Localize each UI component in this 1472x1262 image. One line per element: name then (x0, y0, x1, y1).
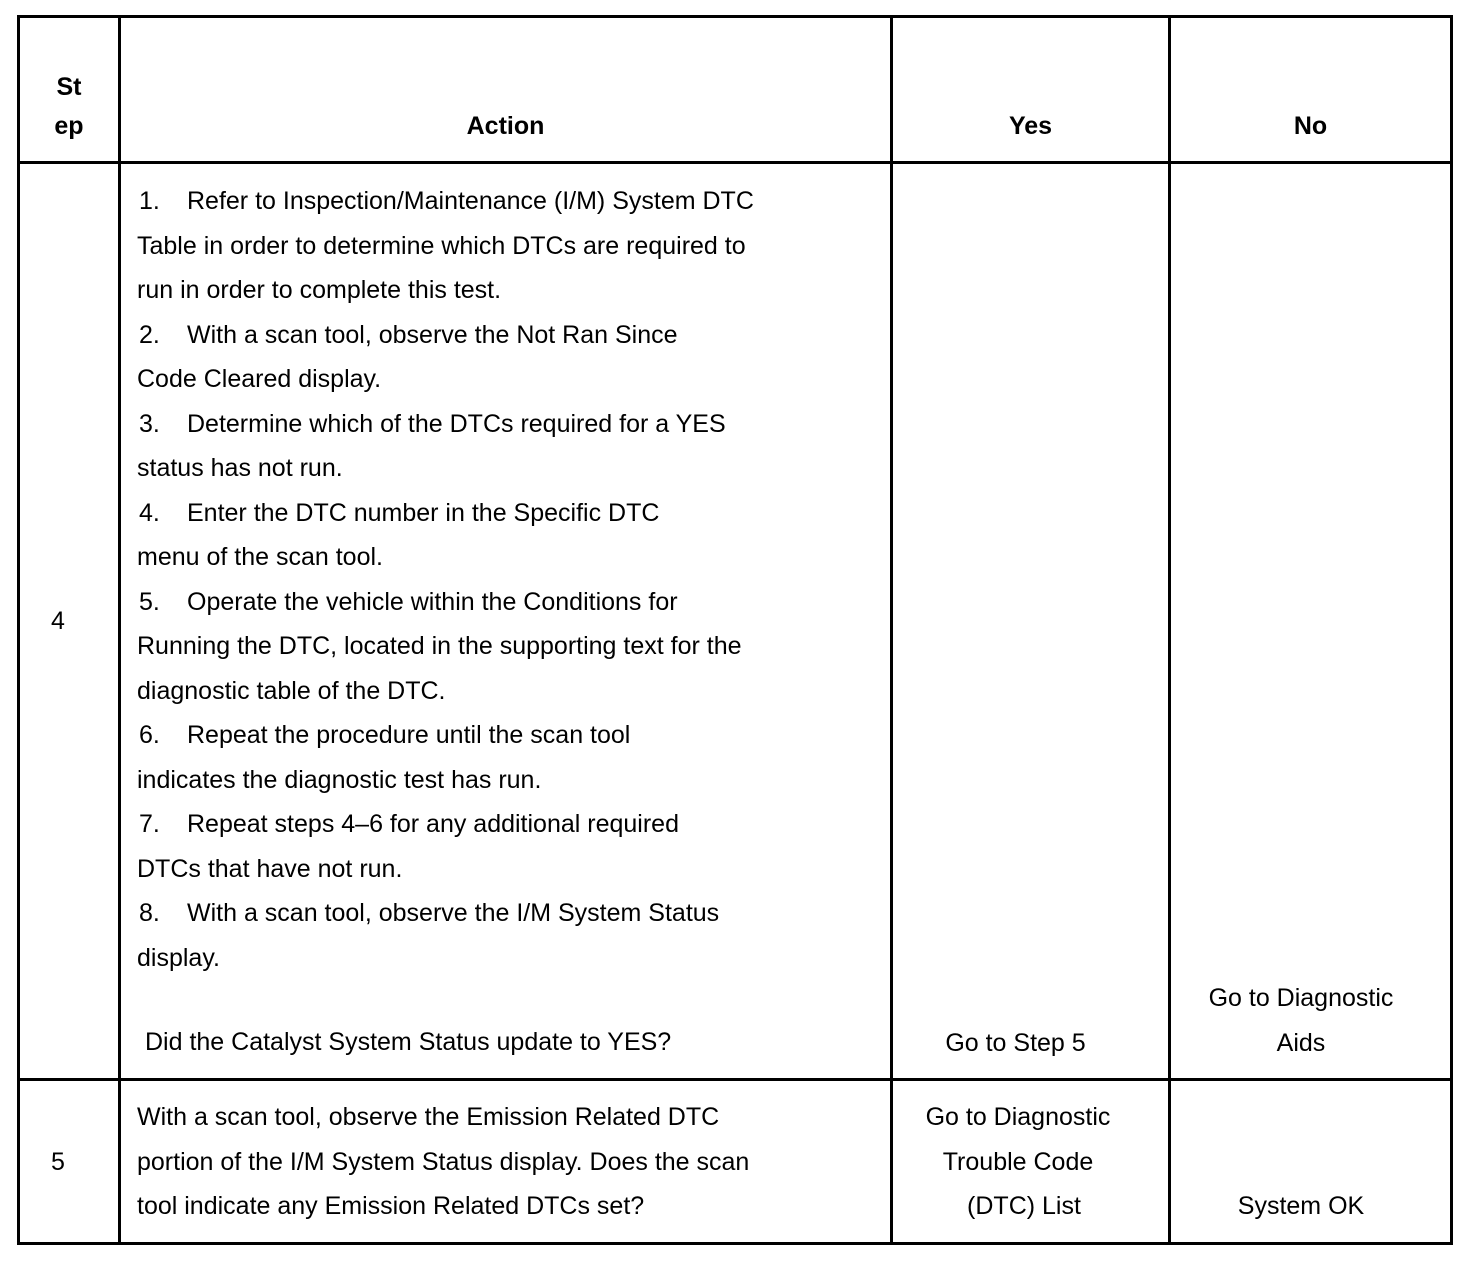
row-divider (17, 1078, 1453, 1081)
action-item-number: 8. (139, 899, 160, 927)
header-yes: Yes (1008, 112, 1053, 140)
row-4-yes: Go to Step 5 (945, 1029, 1086, 1057)
action-item-7 (137, 802, 882, 891)
action-item-text: status has not run. (137, 454, 343, 482)
table-border-top (17, 15, 1453, 18)
action-item-number: 3. (139, 409, 160, 438)
row-5-step: 5 (51, 1148, 65, 1176)
action-item-number: 2. (139, 320, 160, 349)
row-5-yes-line: Trouble Code (942, 1147, 1094, 1176)
row-5-yes-line: (DTC) List (967, 1192, 1081, 1220)
row-5-yes (893, 1095, 1143, 1229)
row-5-action-line: tool indicate any Emission Related DTCs set? (137, 1192, 645, 1220)
action-item-text: Determine which of the DTCs required for a YES (187, 409, 726, 438)
row-4-question: Did the Catalyst System Status update to YES? (145, 1028, 672, 1056)
action-item-number: 1. (139, 187, 160, 215)
row-5-action-line: portion of the I/M System Status display. Does the scan (137, 1147, 750, 1176)
action-item-number: 6. (139, 721, 160, 749)
action-item-text: run in order to complete this test. (137, 276, 502, 304)
header-step-line2: ep (54, 112, 84, 140)
action-item-8 (137, 891, 882, 980)
action-item-text: Enter the DTC number in the Specific DTC (187, 498, 660, 527)
action-item-number: 7. (139, 810, 160, 838)
row-5-action (137, 1095, 882, 1229)
column-divider-step (118, 15, 121, 1245)
row-4-action (137, 179, 882, 1065)
header-action: Action (466, 112, 545, 140)
diagnostic-table (17, 15, 1453, 1245)
action-item-text: Code Cleared display. (137, 365, 382, 393)
action-item-text: Refer to Inspection/Maintenance (I/M) System DTC (187, 187, 754, 215)
table-border-right (1450, 15, 1453, 1245)
action-item-text: With a scan tool, observe the I/M System Status (187, 899, 720, 927)
header-step-line1: St (56, 73, 82, 101)
action-item-number: 5. (139, 587, 160, 616)
header-no: No (1293, 112, 1328, 140)
row-5-yes-line: Go to Diagnostic (925, 1103, 1111, 1131)
action-item-text: Repeat steps 4–6 for any additional required (187, 810, 679, 838)
action-item-text: display. (137, 943, 220, 972)
action-item-text: indicates the diagnostic test has run. (137, 765, 542, 794)
action-item-text: menu of the scan tool. (137, 543, 383, 571)
action-item-text: DTCs that have not run. (137, 854, 403, 883)
action-item-3 (137, 402, 882, 491)
action-item-1 (137, 179, 882, 313)
action-item-text: Operate the vehicle within the Conditions for (187, 587, 678, 616)
action-item-number: 4. (139, 498, 160, 527)
action-item-4 (137, 491, 882, 580)
header-divider (17, 161, 1453, 164)
action-item-2 (137, 313, 882, 402)
action-item-text: Table in order to determine which DTCs are required to (137, 231, 746, 260)
action-item-text: Running the DTC, located in the supporting text for the (137, 632, 742, 660)
action-item-5 (137, 580, 882, 714)
row-5-no: System OK (1237, 1192, 1365, 1220)
header-step (20, 68, 118, 146)
row-4-no-line1: Go to Diagnostic (1208, 984, 1394, 1012)
action-item-text: Repeat the procedure until the scan tool (187, 721, 631, 749)
row-4-step: 4 (51, 607, 65, 635)
action-item-text: With a scan tool, observe the Not Ran Since (187, 320, 678, 349)
table-border-bottom (17, 1242, 1453, 1245)
action-item-text: diagnostic table of the DTC. (137, 676, 446, 705)
row-4-no-line2: Aids (1276, 1028, 1326, 1057)
row-4-no (1171, 976, 1431, 1065)
action-item-6 (137, 713, 882, 802)
row-5-action-line: With a scan tool, observe the Emission Related DTC (137, 1103, 720, 1131)
